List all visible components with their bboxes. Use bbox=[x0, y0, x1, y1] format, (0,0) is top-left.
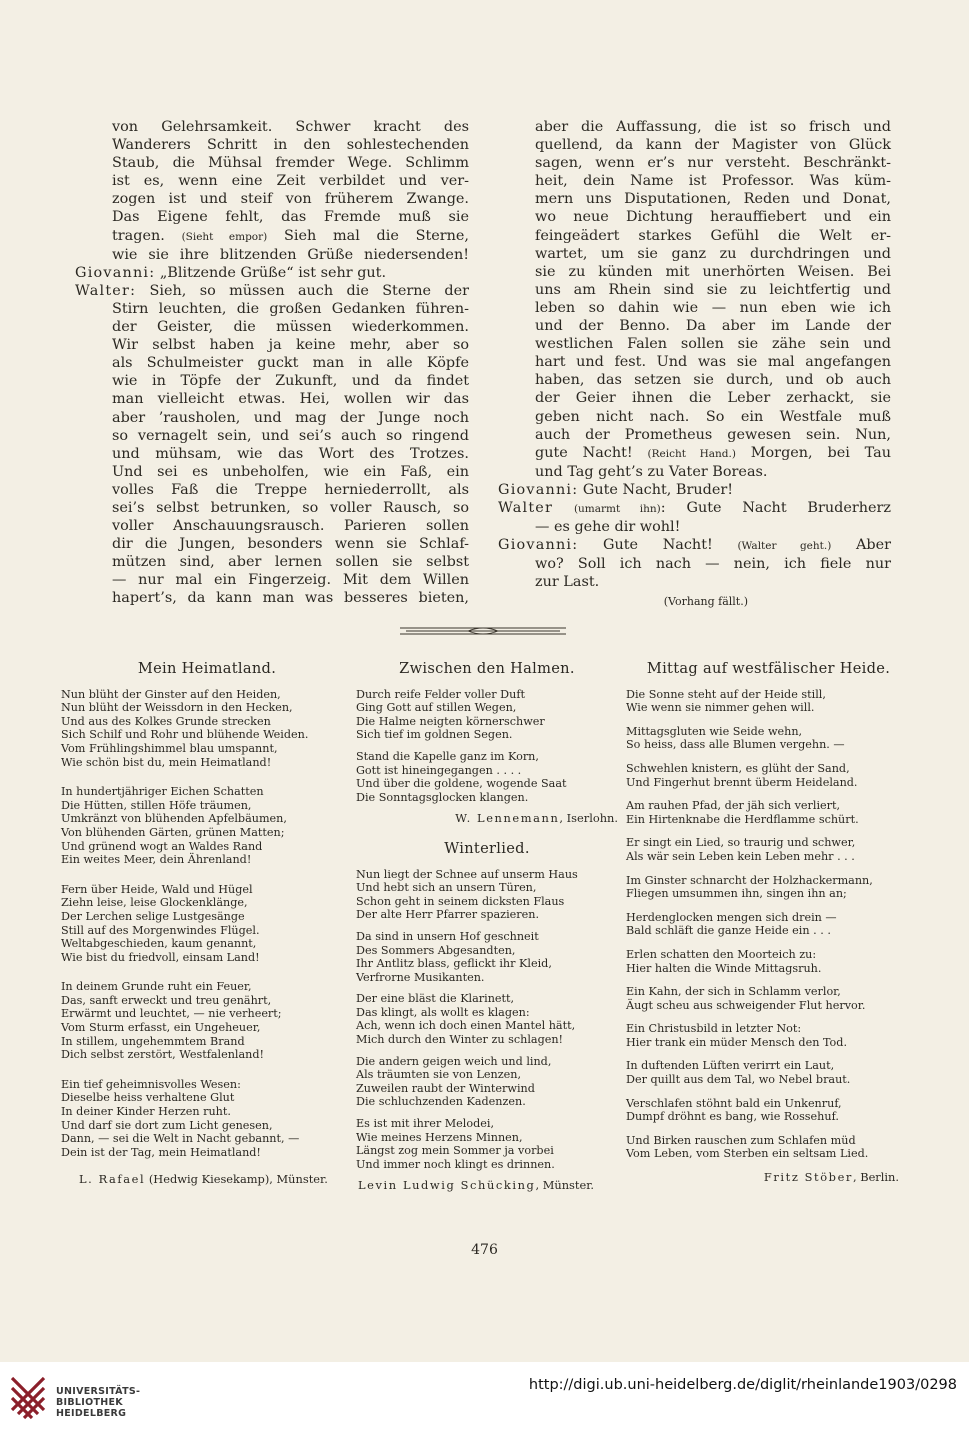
poem-stanza bbox=[626, 1022, 911, 1049]
drama-line: aber die Auffassung, die ist so frisch und bbox=[535, 119, 891, 135]
drama-line: wo neue Dichtung herauffiebert und ein bbox=[535, 209, 891, 226]
poem-line: Ihr Antlitz blass, geflickt ihr Kleid, bbox=[356, 957, 552, 971]
drama-line: haben, das setzen sie durch, und ob auch bbox=[535, 372, 891, 389]
drama-line: von Gelehrsamkeit. Schwer kracht des bbox=[112, 119, 469, 135]
drama-line: aber ’rausholen, und mag der Junge noch bbox=[112, 409, 469, 426]
stage-direction: (Walter geht.) bbox=[737, 540, 832, 553]
speaker-name: Walter bbox=[498, 499, 554, 516]
poem-line: Gott ist hineingegangen . . . . bbox=[356, 763, 522, 777]
stage-direction: (umarmt ihn) bbox=[573, 502, 661, 515]
poem-line: Das klingt, als wollt es klagen: bbox=[356, 1005, 530, 1019]
poem-mein-heimatland bbox=[61, 662, 353, 1187]
poem-line: Ein Hirtenknabe die Herdflamme schürt. bbox=[626, 812, 859, 826]
stage-direction-curtain: (Vorhang fällt.) bbox=[663, 595, 748, 609]
poem-line: Sich Schilf und Rohr und blühende Weiden. bbox=[61, 728, 309, 742]
poem-line: Dich selbst zerstört, Westfalenland! bbox=[61, 1048, 265, 1062]
author-name: W. Lennemann bbox=[455, 811, 560, 826]
poem-line: Die Sonne steht auf der Heide still, bbox=[626, 687, 826, 701]
poem-line: Wie wenn sie nimmer gehen will. bbox=[626, 701, 815, 715]
poem-stanza bbox=[626, 1097, 911, 1124]
drama-line: auch der Prometheus gewesen sein. Nun, bbox=[535, 426, 891, 443]
drama-line: uns am Rhein sind sie zu leichtfertig und bbox=[535, 281, 891, 298]
library-name-line: UNIVERSITÄTS- bbox=[56, 1386, 141, 1397]
drama-line: — nur mal ein Fingerzeig. Mit dem Willen bbox=[112, 572, 469, 589]
poem-line: Die Halme neigten körnerschwer bbox=[356, 714, 545, 728]
poem-line: Und hebt sich an unsern Türen, bbox=[356, 881, 537, 895]
poem-author bbox=[358, 1179, 618, 1193]
poem-line: Das, sanft erweckt und treu genährt, bbox=[61, 993, 272, 1007]
drama-line: westlichen Falen sollen sie zähe sein und bbox=[535, 336, 891, 353]
drama-line: der Geier ihnen die Leber zerhackt, sie bbox=[535, 390, 891, 407]
drama-line: Und sei es unbeholfen, wie ein Faß, ein bbox=[112, 463, 469, 480]
poem-line: Dein ist der Tag, mein Heimatland! bbox=[61, 1145, 261, 1159]
author-name: L. Rafael bbox=[79, 1172, 146, 1187]
poem-stanza bbox=[356, 1055, 618, 1109]
drama-column-left bbox=[75, 118, 469, 608]
poem-stanza bbox=[626, 762, 911, 789]
dialogue-text: gute Nacht! bbox=[535, 444, 648, 461]
poem-title: Mittag auf westfälischer Heide. bbox=[646, 660, 891, 677]
drama-line bbox=[498, 444, 891, 463]
poem-line: Die schluchzenden Kadenzen. bbox=[356, 1095, 526, 1109]
poem-line: Ging Gott auf stillen Wegen, bbox=[356, 701, 517, 715]
poem-line: Und darf sie dort zum Licht genesen, bbox=[61, 1118, 273, 1132]
drama-line bbox=[498, 481, 891, 499]
poem-line: Vom Sturm erfasst, ein Ungeheuer, bbox=[61, 1021, 261, 1035]
poem-line: Wie schön bist du, mein Heimatland! bbox=[61, 755, 272, 769]
drama-line: als Schulmeister guckt man in alle Köpfe bbox=[112, 355, 469, 372]
dialogue-text: Morgen, bei Tau bbox=[735, 444, 891, 461]
drama-line: Wanderers Schritt in den sohlestechenden bbox=[112, 137, 469, 154]
poem-line: Mittagsgluten wie Seide wehn, bbox=[626, 724, 803, 738]
poem-mittag-westfaelische-heide bbox=[626, 662, 911, 1185]
dialogue-text bbox=[553, 500, 574, 516]
drama-line: — es gehe dir wohl! bbox=[535, 519, 681, 536]
drama-line: sagen, wenn er’s nur versteht. Beschränkt- bbox=[535, 155, 891, 172]
poem-stanza bbox=[626, 985, 911, 1012]
drama-line: zur Last. bbox=[535, 574, 600, 591]
poem-line: Sich tief im goldnen Segen. bbox=[356, 728, 513, 742]
drama-line: Stirn leuchten, die großen Gedanken führen- bbox=[112, 300, 469, 317]
drama-line: und mühsam, wie das Wort des Trotzes. bbox=[112, 445, 469, 462]
poem-line: Schwehlen knistern, es glüht der Sand, bbox=[626, 761, 850, 775]
poem-line: Herdenglocken mengen sich drein — bbox=[626, 910, 837, 924]
author-name: Fritz Stöber bbox=[763, 1170, 853, 1185]
poem-stanza bbox=[356, 868, 618, 922]
poem-title: Mein Heimatland. bbox=[137, 660, 277, 677]
poem-stanza bbox=[626, 836, 911, 863]
drama-line: wie sie ihre blitzenden Grüße niedersenden! bbox=[112, 246, 469, 263]
poem-line: Ein Christusbild in letzter Not: bbox=[626, 1022, 802, 1036]
poem-line: Zuweilen raubt der Winterwind bbox=[356, 1081, 535, 1095]
drama-line bbox=[75, 282, 469, 300]
poem-line: In deiner Kinder Herzen ruht. bbox=[61, 1105, 231, 1119]
poem-line: Längst zog mein Sommer ja vorbei bbox=[356, 1144, 554, 1158]
dialogue-text: „Blitzende Grüße“ ist sehr gut. bbox=[155, 264, 387, 281]
stage-direction: (Sieht empor) bbox=[181, 230, 268, 243]
poem-line: Die andern geigen weich und lind, bbox=[356, 1054, 552, 1068]
poem-line: Und grünend wogt an Waldes Rand bbox=[61, 839, 263, 853]
poem-stanza bbox=[61, 785, 353, 867]
poem-stanza bbox=[61, 883, 353, 965]
poem-line: So heiss, dass alle Blumen vergehn. — bbox=[626, 738, 845, 752]
drama-line: wo? Soll ich nach — nein, ich fiele nur bbox=[535, 556, 891, 573]
poem-stanza bbox=[626, 1134, 911, 1161]
ornament-divider bbox=[398, 624, 568, 638]
dialogue-text: Sieh, so müssen auch die Sterne der bbox=[136, 282, 469, 299]
poem-line: Hier trank ein müder Mensch den Tod. bbox=[626, 1035, 848, 1049]
poem-line: Nun blüht der Weissdorn in den Hecken, bbox=[61, 701, 293, 715]
drama-line: heit, dein Name ist Professor. Was küm- bbox=[535, 173, 891, 190]
poem-stanza bbox=[356, 750, 618, 804]
poem-author bbox=[626, 1171, 911, 1185]
poem-line: Und immer noch klingt es drinnen. bbox=[356, 1157, 555, 1171]
poem-stanza bbox=[626, 725, 911, 752]
drama-line: dir die Jungen, besonders wenn sie Schlaf- bbox=[112, 536, 469, 553]
poem-line: Ein Kahn, der sich in Schlamm verlor, bbox=[626, 985, 841, 999]
poem-line: Die Sonntagsglocken klangen. bbox=[356, 790, 529, 804]
poem-line: Weltabgeschieden, kaum genannt, bbox=[61, 937, 257, 951]
poem-line: Da sind in unsern Hof geschneit bbox=[356, 929, 539, 943]
stage-direction: (Reicht Hand.) bbox=[647, 447, 736, 460]
poem-line: Als wär sein Leben kein Leben mehr . . . bbox=[626, 849, 855, 863]
dialogue-text: : Gute Nacht Bruderherz bbox=[660, 499, 892, 516]
poem-line: Des Sommers Abgesandten, bbox=[356, 943, 516, 957]
drama-line: ist es, wenn eine Zeit verbildet und ver- bbox=[112, 173, 469, 190]
poem-title: Zwischen den Halmen. bbox=[399, 660, 575, 677]
poem-line: Verfrorne Musikanten. bbox=[356, 970, 485, 984]
poem-line: Von blühenden Gärten, grünen Matten; bbox=[61, 825, 285, 839]
poem-line: Ziehn leise, leise Glockenklänge, bbox=[61, 896, 248, 910]
poem-line: In deinem Grunde ruht ein Feuer, bbox=[61, 980, 252, 994]
poem-column-middle bbox=[356, 662, 618, 1193]
author-name: Levin Ludwig Schücking bbox=[358, 1178, 536, 1193]
speaker-name: Giovanni: bbox=[498, 537, 579, 554]
poem-line: Durch reife Felder voller Duft bbox=[356, 687, 525, 701]
drama-line: zogen ist und steif von früherem Zwange. bbox=[112, 191, 469, 208]
poem-stanza bbox=[356, 688, 618, 742]
poem-line: Nun blüht der Ginster auf den Heiden, bbox=[61, 687, 281, 701]
poem-author bbox=[79, 1173, 353, 1187]
poem-line: Schon geht in seinem dicksten Flaus bbox=[356, 894, 565, 908]
poem-line: Wie bist du friedvoll, einsam Land! bbox=[61, 950, 260, 964]
poem-stanza bbox=[356, 930, 618, 984]
drama-line: und der Benno. Da aber im Lande der bbox=[535, 318, 891, 335]
poem-stanza bbox=[626, 688, 911, 715]
dialogue-text: Sieh mal die Sterne, bbox=[267, 227, 470, 244]
author-location: , Münster. bbox=[535, 1178, 595, 1193]
drama-line bbox=[75, 264, 469, 282]
poem-stanza bbox=[61, 1078, 353, 1160]
dialogue-text: tragen. bbox=[112, 227, 182, 244]
library-name-line: HEIDELBERG bbox=[56, 1408, 127, 1419]
drama-line: mützen sind, aber lernen sollen sie selbst bbox=[112, 554, 469, 571]
drama-line: volles Faß die Treppe herniederrollt, als bbox=[112, 481, 469, 498]
poem-author bbox=[356, 812, 618, 826]
poem-stanza bbox=[61, 688, 353, 770]
poem-line: In hundertjähriger Eichen Schatten bbox=[61, 785, 264, 799]
drama-line: und Tag geht’s zu Vater Boreas. bbox=[535, 463, 768, 480]
poem-stanza bbox=[626, 911, 911, 938]
drama-line: der Geister, die müssen wiederkommen. bbox=[112, 319, 469, 336]
drama-line: leben so dahin wie — nun eben wie ich bbox=[535, 299, 891, 316]
speaker-name: Giovanni: bbox=[75, 264, 156, 281]
poem-line: Der alte Herr Pfarrer spazieren. bbox=[356, 908, 539, 922]
poem-stanza bbox=[626, 1059, 911, 1086]
poem-stanza bbox=[356, 992, 618, 1046]
drama-line: so vernagelt sein, und sei’s auch so ringend bbox=[112, 427, 469, 444]
drama-line: Staub, die Mühsal fremder Wege. Schlimm bbox=[112, 155, 469, 172]
poem-line: Dumpf dröhnt es bang, wie Rossehuf. bbox=[626, 1110, 839, 1124]
dialogue-text: Gute Nacht, Bruder! bbox=[578, 481, 734, 498]
poem-stanza bbox=[626, 874, 911, 901]
drama-line: mern uns Disputationen, Reden und Donat, bbox=[535, 191, 891, 208]
drama-line: sie zu künden mit unerhörten Weisen. Bei bbox=[535, 263, 891, 280]
poem-line: Ach, wenn ich doch einen Mantel hätt, bbox=[356, 1019, 576, 1033]
drama-line bbox=[498, 536, 891, 555]
poem-line: Als träumten sie von Lenzen, bbox=[356, 1068, 522, 1082]
poem-line: Erlen schatten den Moorteich zu: bbox=[626, 947, 817, 961]
dialogue-text: Aber bbox=[831, 537, 891, 554]
dialogue-text: Gute Nacht! bbox=[578, 537, 738, 554]
poem-line: Wie meines Herzens Minnen, bbox=[356, 1130, 523, 1144]
poem-line: Und Fingerhut brennt überm Heideland. bbox=[626, 775, 858, 789]
library-name-line: BIBLIOTHEK bbox=[56, 1397, 123, 1408]
drama-line bbox=[75, 227, 469, 246]
page-number: 476 bbox=[471, 1242, 498, 1258]
author-location: (Hedwig Kiesekamp), Münster. bbox=[145, 1172, 328, 1187]
poem-line: Fliegen umsummen ihn, singen ihn an; bbox=[626, 887, 847, 901]
author-location: , Iserlohn. bbox=[559, 811, 618, 826]
poem-line: Hier halten die Winde Mittagsruh. bbox=[626, 961, 822, 975]
library-logo-icon bbox=[8, 1372, 50, 1424]
poem-line: Am rauhen Pfad, der jäh sich verliert, bbox=[626, 799, 841, 813]
poem-line: Nun liegt der Schnee auf unserm Haus bbox=[356, 867, 578, 881]
poem-line: Der Lerchen selige Lustgesänge bbox=[61, 909, 245, 923]
drama-line bbox=[498, 499, 891, 518]
library-name bbox=[56, 1386, 140, 1419]
speaker-name: Giovanni: bbox=[498, 481, 579, 498]
poem-line: Stand die Kapelle ganz im Korn, bbox=[356, 749, 539, 763]
drama-column-right bbox=[498, 118, 891, 612]
poem-line: Mich durch den Winter zu schlagen! bbox=[356, 1033, 564, 1047]
poem-stanza bbox=[626, 948, 911, 975]
poem-line: Äugt scheu aus schweigender Flut hervor. bbox=[626, 998, 866, 1012]
poem-line: Vom Frühlingshimmel blau umspannt, bbox=[61, 741, 278, 755]
drama-line: voller Anschauungsrausch. Parieren sollen bbox=[112, 518, 469, 535]
poem-line: Dann, — sei die Welt in Nacht gebannt, — bbox=[61, 1132, 300, 1146]
poem-line: Umkränzt von blühenden Apfelbäumen, bbox=[61, 812, 287, 826]
poem-line: Und Birken rauschen zum Schlafen müd bbox=[626, 1133, 856, 1147]
poem-line: Vom Leben, vom Sterben ein seltsam Lied. bbox=[626, 1147, 869, 1161]
poem-line: Der quillt aus dem Tal, wo Nebel braut. bbox=[626, 1073, 851, 1087]
poem-line: Es ist mit ihrer Melodei, bbox=[356, 1117, 495, 1131]
drama-line: hart und fest. Und was sie mal angefangen bbox=[535, 354, 891, 371]
poem-line: Bald schläft die ganze Heide ein . . . bbox=[626, 924, 831, 938]
poem-line: Der eine bläst die Klarinett, bbox=[356, 992, 515, 1006]
drama-line: hapert’s, da kann man was besseres bieten, bbox=[112, 590, 469, 607]
drama-line: Wir selbst haben ja keine mehr, aber so bbox=[112, 337, 469, 354]
drama-line: wartet, um sie ganz zu durchdringen und bbox=[535, 245, 891, 262]
poem-line: Ein tief geheimnisvolles Wesen: bbox=[61, 1077, 241, 1091]
poem-line: Fern über Heide, Wald und Hügel bbox=[61, 882, 253, 896]
poem-line: Die Hütten, stillen Höfe träumen, bbox=[61, 798, 252, 812]
drama-line: sei’s selbst betrunken, so voller Rausch, so bbox=[112, 499, 469, 516]
poem-line: In stillem, ungehemmtem Brand bbox=[61, 1034, 245, 1048]
drama-line: man vielleicht etwas. Hei, wollen wir das bbox=[112, 391, 469, 408]
drama-line: Das Eigene fehlt, das Fremde muß sie bbox=[112, 209, 469, 226]
poem-line: Er singt ein Lied, so traurig und schwer, bbox=[626, 836, 856, 850]
author-location: , Berlin. bbox=[852, 1170, 899, 1185]
drama-line: quellend, da kann der Magister von Glück bbox=[535, 137, 891, 154]
poem-line: Verschlafen stöhnt bald ein Unkenruf, bbox=[626, 1096, 842, 1110]
poem-stanza bbox=[356, 1117, 618, 1171]
poem-line: In duftenden Lüften verirrt ein Laut, bbox=[626, 1059, 835, 1073]
source-url-link[interactable]: http://digi.ub.uni-heidelberg.de/diglit/rheinlande1903/0298 bbox=[528, 1377, 957, 1393]
poem-line: Und aus des Kolkes Grunde strecken bbox=[61, 714, 271, 728]
speaker-name: Walter: bbox=[75, 282, 137, 299]
poem-stanza bbox=[626, 799, 911, 826]
drama-line: wie in Töpfe der Zukunft, und da findet bbox=[112, 373, 469, 390]
poem-title: Winterlied. bbox=[444, 839, 530, 857]
drama-line: geben nicht nach. So ein Westfale muß bbox=[535, 408, 891, 425]
poem-line: Dieselbe heiss verhaltene Glut bbox=[61, 1091, 235, 1105]
footer-bar bbox=[0, 1362, 969, 1435]
poem-stanza bbox=[61, 980, 353, 1062]
poem-line: Ein weites Meer, dein Ährenland! bbox=[61, 853, 252, 867]
poem-line: Und über die goldene, wogende Saat bbox=[356, 777, 567, 791]
drama-line: feingeädert starkes Gefühl die Welt er- bbox=[535, 227, 891, 244]
poem-line: Still auf des Morgenwindes Flügel. bbox=[61, 923, 260, 937]
poem-line: Im Ginster schnarcht der Holzhackermann, bbox=[626, 873, 873, 887]
poem-line: Erwärmt und leuchtet, — nie verheert; bbox=[61, 1007, 282, 1021]
